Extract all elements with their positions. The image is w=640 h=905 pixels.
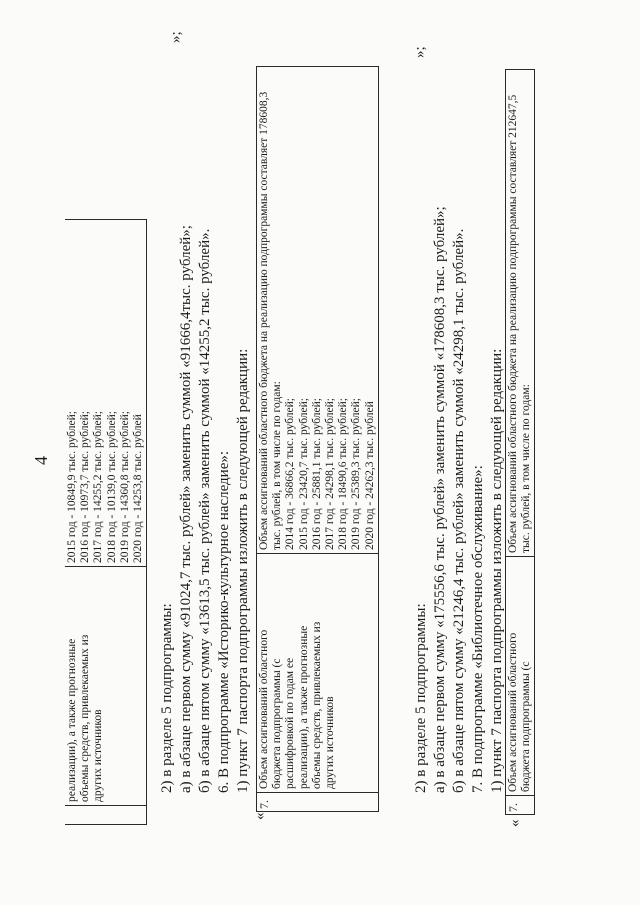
value-line: 2019 год - 25389,3 тыс. рублей; bbox=[350, 398, 363, 550]
value-line: 2018 год - 10139,0 тыс. рублей; bbox=[105, 411, 118, 563]
amendment-line: а) в абзаце первом сумму «91024,7 тыс. рублей» заменить суммой «91666,4тыс. рублей»; bbox=[178, 225, 194, 793]
value-line: 2020 год - 24262,3 тыс. рублей bbox=[363, 401, 376, 550]
page-number: 4 bbox=[31, 456, 51, 465]
passport-table-continued bbox=[65, 219, 147, 825]
label-line: бюджета подпрограммы (с bbox=[271, 658, 284, 789]
value-line: 2015 год - 23420,7 тыс. рублей; bbox=[297, 398, 310, 550]
passport-table-next bbox=[505, 69, 535, 815]
section-heading: 6. В подпрограмме «Историко-культурное наследие»: bbox=[216, 450, 232, 793]
table-cell-value bbox=[506, 70, 535, 557]
table-row bbox=[257, 67, 379, 812]
value-line: 2016 год - 10973,7 тыс. рублей; bbox=[79, 411, 92, 563]
label-line: объемы средств, привлекаемых из bbox=[79, 634, 92, 802]
label-line: реализации), а также прогнозные bbox=[297, 625, 310, 789]
label-line: других источников bbox=[324, 696, 337, 789]
amendment-line: 2) в разделе 5 подпрограммы: bbox=[159, 603, 175, 793]
amendment-line: б) в абзаце пятом сумму «13613,5 тыс. рублей» заменить суммой «14255,2 тыс. рублей». bbox=[197, 228, 213, 793]
closing-quote: »; bbox=[412, 46, 428, 58]
label-line: объемы средств, привлекаемых из bbox=[310, 621, 323, 789]
value-line: 2014 год - 36866,2 тыс. рублей; bbox=[284, 398, 297, 550]
table-cell-label bbox=[506, 557, 535, 796]
value-line: Объем ассигнований областного бюджета на реализацию подпрограммы составляет 212647,5 bbox=[507, 94, 519, 553]
table-cell-label bbox=[65, 567, 147, 806]
label-line: других источников bbox=[92, 709, 105, 802]
value-line: 2017 год - 24298,1 тыс. рублей; bbox=[324, 398, 337, 550]
value-line: тыс. рублей, в том числе по годам: bbox=[520, 384, 533, 553]
value-line: 2016 год - 25881,1 тыс. рублей; bbox=[310, 398, 323, 550]
label-line: Объем ассигнований областного bbox=[258, 629, 270, 789]
label-line: реализации), а также прогнозные bbox=[66, 638, 78, 802]
label-line: Объем ассигнований областного bbox=[507, 632, 519, 792]
table-cell-value bbox=[257, 67, 379, 554]
opening-quote: « bbox=[252, 812, 268, 820]
opening-quote: « bbox=[507, 819, 523, 827]
section-heading: 7. В подпрограмме «Библиотечное обслуживание»: bbox=[470, 465, 486, 793]
amendment-line: 1) пункт 7 паспорта подпрограммы изложить в следующей редакции: bbox=[235, 348, 251, 793]
table-cell-number: 7. bbox=[257, 793, 379, 812]
label-line: бюджета подпрограммы (с bbox=[520, 661, 533, 792]
value-line: 2017 год - 14255,2 тыс. рублей; bbox=[92, 411, 105, 563]
value-line: 2019 год - 14360,8 тыс. рублей; bbox=[118, 411, 131, 563]
amendment-line: а) в абзаце первом сумму «175556,6 тыс. рублей» заменить суммой «178608,3 тыс. рублей»; bbox=[432, 206, 448, 793]
table-row bbox=[65, 220, 147, 825]
value-line: 2015 год - 10849,9 тыс. рублей; bbox=[66, 411, 78, 563]
value-line: 2020 год - 14253,8 тыс. рублей bbox=[132, 414, 145, 563]
amendment-line: 1) пункт 7 паспорта подпрограммы изложить в следующей редакции: bbox=[489, 348, 505, 793]
table-row bbox=[506, 70, 535, 815]
value-line: Объем ассигнований областного бюджета на реализацию подпрограммы составляет 178608,3 bbox=[258, 91, 270, 550]
label-line: расшифровкой по годам ее bbox=[284, 657, 297, 789]
value-line: 2018 год - 18490,6 тыс. рублей; bbox=[337, 398, 350, 550]
value-line: тыс. рублей, в том числе по годам: bbox=[271, 381, 284, 550]
table-cell-value bbox=[65, 220, 147, 567]
table-cell-label bbox=[257, 554, 379, 793]
passport-table bbox=[256, 66, 379, 812]
amendment-line: 2) в разделе 5 подпрограммы: bbox=[413, 603, 429, 793]
table-cell-number: 7. bbox=[506, 796, 535, 815]
table-cell-number bbox=[65, 806, 147, 825]
amendment-line: б) в абзаце пятом сумму «21246,4 тыс. рублей» заменить суммой «24298,1 тыс. рублей». bbox=[451, 228, 467, 793]
closing-quote: »; bbox=[168, 31, 184, 43]
